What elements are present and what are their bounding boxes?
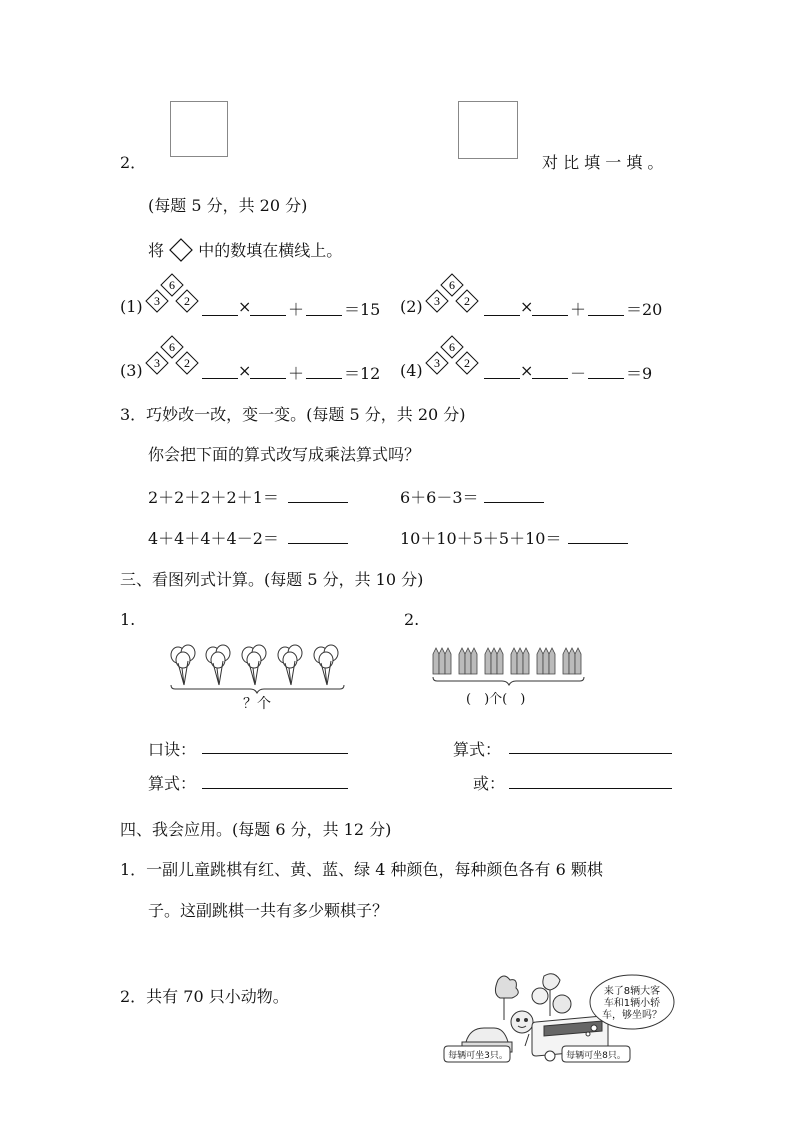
answer-blank[interactable] [588,315,624,316]
huo-label: 或： [473,774,506,793]
answer-blank[interactable] [250,315,286,316]
answer-blank[interactable] [568,543,628,544]
result: ＝15 [344,300,381,319]
car-note: 每辆可坐3只。 [448,1051,508,1061]
number-diamonds [144,273,200,319]
picture-frame-left [170,101,228,157]
section4-q2: 2．共有 70 只小动物。 [120,987,289,1006]
suanshi-answer-line-left[interactable] [202,788,348,789]
diamond-left-number: 3 [434,294,440,308]
picture-frame-right [458,101,518,159]
diamond-right-number: 2 [464,356,470,370]
number-diamonds [424,273,480,319]
answer-blank[interactable] [532,378,568,379]
operator: × [520,361,534,380]
answer-blank[interactable] [484,378,520,379]
bubble-line-1: 来了8辆大客 [603,986,661,997]
instruction-post: 中的数填在横线上。 [198,241,343,260]
diamond-left-number: 3 [154,356,160,370]
operator: ＋ [288,300,305,319]
result: ＝9 [626,364,653,383]
koujue-label: 口诀： [148,740,197,759]
diamond-icon [169,238,193,262]
bubble-line-2: 车和1辆小轿 [603,998,661,1009]
diamond-top-number: 6 [449,340,455,354]
diamond-top-number: 6 [169,278,175,292]
operator: × [520,297,534,316]
answer-blank[interactable] [288,543,348,544]
answer-blank[interactable] [306,378,342,379]
diamond-top-number: 6 [169,340,175,354]
diamond-left-number: 3 [154,294,160,308]
bus-scene-illustration [444,970,676,1070]
q3-title: 3．巧妙改一改，变一变。(每题 5 分，共 20 分) [120,405,466,424]
bus-note: 每辆可坐8只。 [566,1051,626,1061]
suanshi-answer-line-right[interactable] [509,753,672,754]
section4-title: 四、我会应用。(每题 6 分，共 12 分) [120,820,392,839]
instruction-pre: 将 [148,241,165,260]
number-diamonds [424,335,480,381]
operator: ＋ [288,364,305,383]
answer-blank[interactable] [202,315,238,316]
suanshi-label-right: 算式： [453,740,502,759]
section3-p1-label: 1. [120,610,136,629]
diamond-right-number: 2 [184,294,190,308]
crayon-picture [430,646,590,690]
q2-number: 2． [120,153,147,172]
crayon-caption: ( )个( ) [466,692,526,707]
koujue-answer-line[interactable] [202,753,348,754]
item-label: (4) [400,361,423,380]
answer-blank[interactable] [532,315,568,316]
section4-q1-line2: 子。这副跳棋一共有多少颗棋子？ [148,901,389,920]
number-diamonds [144,335,200,381]
result: ＝12 [344,364,381,383]
item-label: (3) [120,361,143,380]
operator: － [570,364,587,383]
section3-p2-label: 2. [404,610,420,629]
q3-prompt: 你会把下面的算式改写成乘法算式吗？ [148,445,421,464]
diamond-top-number: 6 [449,278,455,292]
operator: × [238,297,252,316]
item-label: (1) [120,297,143,316]
q3-expr-3: 4＋4＋4＋4－2＝ [148,529,279,548]
diamond-right-number: 2 [184,356,190,370]
bubble-line-3: 车，够坐吗？ [602,1010,662,1021]
suanshi-label-left: 算式： [148,774,197,793]
answer-blank[interactable] [306,315,342,316]
q3-expr-1: 2＋2＋2＋2＋1＝ [148,488,279,507]
answer-blank[interactable] [484,502,544,503]
item-label: (2) [400,297,423,316]
huo-answer-line[interactable] [509,788,672,789]
answer-blank[interactable] [288,502,348,503]
q2-tail-text: 对 比 填 一 填 。 [542,153,664,172]
section3-title: 三、看图列式计算。(每题 5 分，共 10 分) [120,570,424,589]
q3-expr-4: 10＋10＋5＋5＋10＝ [400,529,562,548]
result: ＝20 [626,300,663,319]
answer-blank[interactable] [484,315,520,316]
answer-blank[interactable] [250,378,286,379]
q2-instruction [148,238,342,262]
q3-expr-2: 6＋6－3＝ [400,488,479,507]
diamond-left-number: 3 [434,356,440,370]
q2-score: (每题 5 分，共 20 分) [148,196,308,215]
answer-blank[interactable] [202,378,238,379]
section4-q1-line1: 1．一副儿童跳棋有红、黄、蓝、绿 4 种颜色，每种颜色各有 6 颗棋 [120,860,603,879]
balloon-caption: ？个 [243,696,271,712]
answer-blank[interactable] [588,378,624,379]
operator: × [238,361,252,380]
diamond-right-number: 2 [464,294,470,308]
operator: ＋ [570,300,587,319]
